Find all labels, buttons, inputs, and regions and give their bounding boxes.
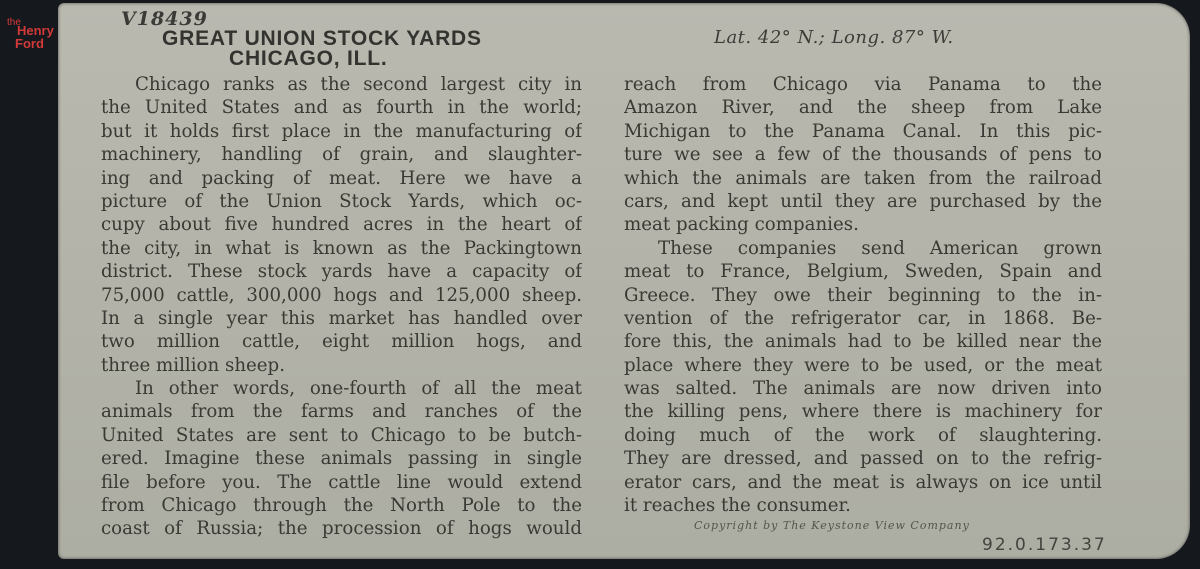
text-line: animals from the farms and ranches of the	[101, 401, 582, 423]
right-text-column	[624, 73, 1102, 517]
text-line: erator cars, and the meat is always on ice until	[624, 471, 1102, 493]
text-line: In a single year this market has handled over	[101, 307, 582, 329]
text-line: but it holds first place in the manufacturing of	[101, 120, 582, 142]
text-line: These companies send American grown	[658, 237, 1102, 259]
text-line: picture of the Union Stock Yards, which oc-	[101, 190, 582, 212]
copyright-notice: Copyright by The Keystone View Company	[694, 519, 970, 532]
text-line: meat to France, Belgium, Sweden, Spain and	[624, 261, 1102, 283]
text-line: They are dressed, and passed on to the refrig-	[624, 448, 1102, 470]
text-line: Michigan to the Panama Canal. In this pic-	[624, 120, 1102, 142]
logo-text-henry: Henry	[17, 23, 54, 38]
text-line: United States are sent to Chicago to be butch-	[101, 424, 582, 446]
text-line: In other words, one-fourth of all the meat	[135, 378, 582, 400]
text-line: Amazon River, and the sheep from Lake	[624, 97, 1102, 119]
text-line: Chicago ranks as the second largest city in	[135, 74, 582, 95]
text-line: vention of the refrigerator car, in 1868. Be-	[624, 307, 1102, 329]
text-line: the killing pens, where there is machinery for	[624, 401, 1102, 423]
stereograph-card	[58, 3, 1190, 559]
text-line: cars, and kept until they are purchased by the	[624, 190, 1102, 212]
logo-text-the: the	[7, 17, 21, 28]
text-line: the city, in what is known as the Packingtown	[101, 237, 582, 259]
catalog-number: V18439	[121, 8, 208, 30]
coordinates: Lat. 42° N.; Long. 87° W.	[714, 27, 954, 48]
text-line: ered. Imagine these animals passing in single	[101, 448, 582, 470]
text-line: 75,000 cattle, 300,000 hogs and 125,000 sheep.	[101, 284, 582, 306]
text-line: file before you. The cattle line would extend	[101, 471, 582, 493]
text-line: meat packing companies.	[624, 214, 859, 236]
accession-number: 92.0.173.37	[982, 535, 1107, 555]
text-line: fore this, the animals had to be killed near the	[624, 331, 1102, 353]
text-line: it reaches the consumer.	[624, 495, 851, 517]
text-line: the United States and as fourth in the world;	[101, 97, 582, 119]
text-line: was salted. The animals are now driven into	[624, 378, 1102, 400]
text-line: doing much of the work of slaughtering.	[624, 424, 1102, 446]
text-line: cupy about five hundred acres in the heart of	[101, 214, 582, 236]
left-text-column	[101, 73, 582, 541]
text-line: which the animals are taken from the railroad	[624, 167, 1102, 189]
text-line: coast of Russia; the procession of hogs would	[101, 518, 582, 540]
text-line: place where they were to be used, or the meat	[624, 354, 1102, 376]
text-line: ture we see a few of the thousands of pens to	[624, 144, 1102, 166]
title-line-2: CHICAGO, ILL.	[229, 47, 388, 70]
text-line: district. These stock yards have a capacity of	[101, 261, 582, 283]
logo-text-ford: Ford	[15, 36, 44, 51]
text-line: machinery, handling of grain, and slaughter-	[101, 144, 582, 166]
text-line: three million sheep.	[101, 354, 285, 376]
text-line: Greece. They owe their beginning to the in-	[624, 284, 1102, 306]
henry-ford-logo	[3, 16, 54, 52]
text-line: reach from Chicago via Panama to the	[624, 74, 1102, 95]
text-line: two million cattle, eight million hogs, and	[101, 331, 582, 353]
title-line-1: GREAT UNION STOCK YARDS	[162, 27, 482, 50]
text-line: ing and packing of meat. Here we have a	[101, 167, 582, 189]
text-line: from Chicago through the North Pole to the	[101, 495, 582, 517]
